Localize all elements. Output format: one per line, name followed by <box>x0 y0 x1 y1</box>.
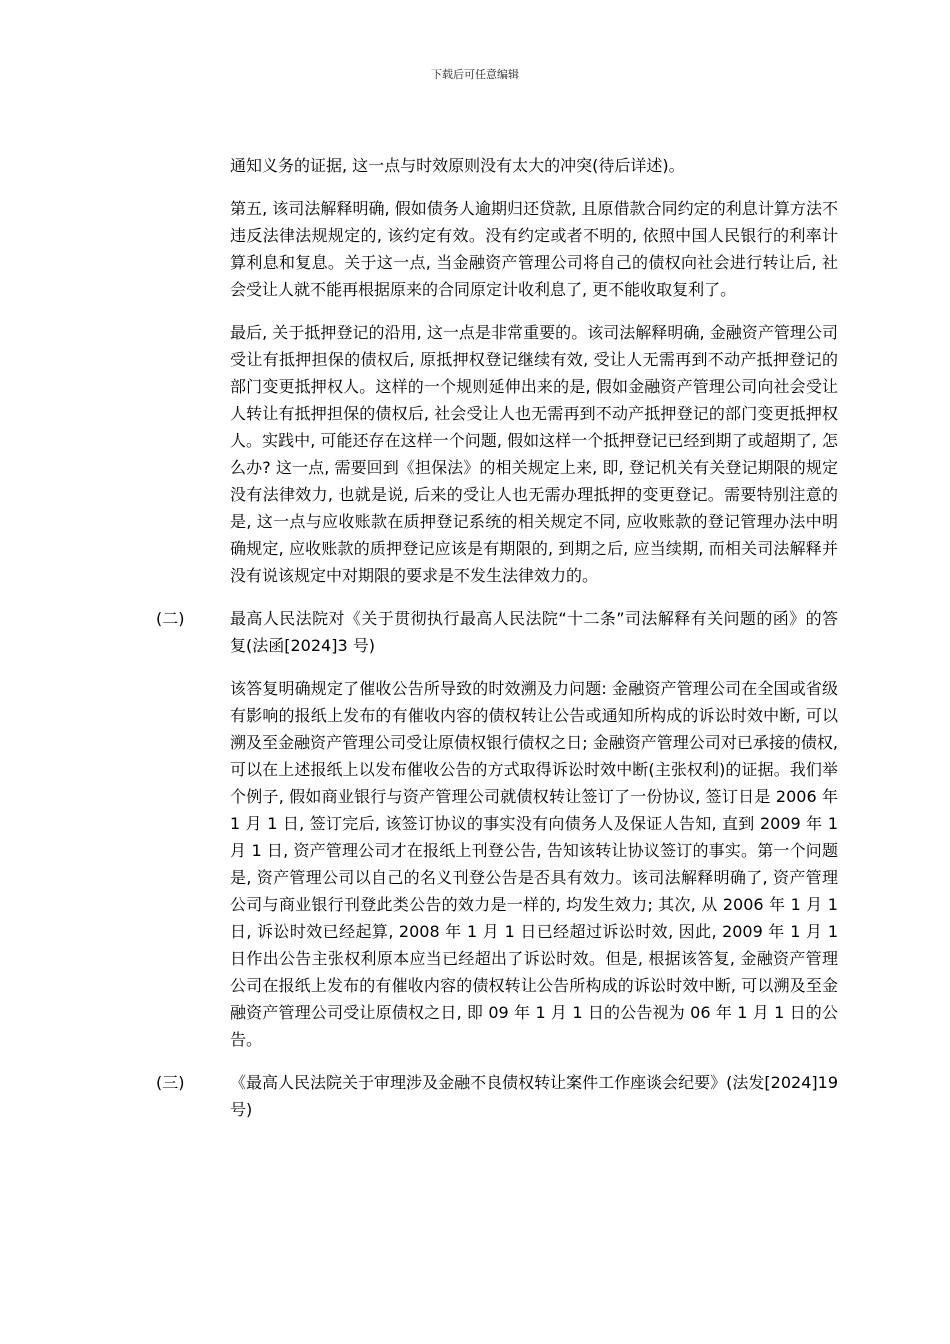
document-body <box>0 152 950 1123</box>
section-2 <box>0 605 950 659</box>
section-2-title: 最高人民法院对《关于贯彻执行最高人民法院“十二条”司法解释有关问题的函》的答复(法函[2024]3 号) <box>230 609 838 655</box>
paragraph-mortgage-registration: 最后, 关于抵押登记的沿用, 这一点是非常重要的。该司法解释明确, 金融资产管理公司受让有抵押担保的债权后, 原抵押权登记继续有效, 受让人无需再到不动产抵押登记的部门变更抵押权人。这样的一个规则延伸出来的是, 假如金融资产管理公司向社会受让人转让有抵押担保的债权后, 社会受让人也无需再到不动产抵押登记的部门变更抵押权人。实践中, 可能还存在这样一个问题, 假如这样一个抵押登记已经到期了或超期了, 怎么办? 这一点, 需要回到《担保法》的相关规定上来, 即, 登记机关有关登记期限的规定没有法律效力, 也就是说, 后来的受让人也无需办理抵押的变更登记。需要特别注意的是, 这一点与应收账款在质押登记系统的相关规定不同, 应收账款的登记管理办法中明确规定, 应收账款的质押登记应该是有期限的, 到期之后, 应当续期, 而相关司法解释并没有说该规定中对期限的要求是不发生法律效力的。 <box>230 323 838 585</box>
paragraph-continuation: 通知义务的证据, 这一点与时效原则没有太大的冲突(待后详述)。 <box>230 156 685 175</box>
section-3 <box>0 1069 950 1123</box>
paragraph-fifth-point: 第五, 该司法解释明确, 假如债务人逾期归还贷款, 且原借款合同约定的利息计算方法不违反法律法规规定的, 该约定有效。没有约定或者不明的, 依照中国人民银行的利率计算利息和复息。关于这一点, 当金融资产管理公司将自己的债权向社会进行转让后, 社会受让人就不能再根据原来的合同原定计收利息了, 更不能收取复利了。 <box>230 199 838 299</box>
section-3-label: (三) <box>156 1073 185 1092</box>
section-3-title: 《最高人民法院关于审理涉及金融不良债权转让案件工作座谈会纪要》(法发[2024]19 号) <box>230 1073 838 1119</box>
section-2-body: 该答复明确规定了催收公告所导致的时效溯及力问题: 金融资产管理公司在全国或省级有影响的报纸上发布的有催收内容的债权转让公告或通知所构成的诉讼时效中断, 可以溯及至金融资产管理公司受让原债权银行债权之日; 金融资产管理公司对已承接的债权, 可以在上述报纸上以发布催收公告的方式取得诉讼时效中断(主张权利)的证据。我们举个例子, 假如商业银行与资产管理公司就债权转让签订了一份协议, 签订日是 2006 年 1 月 1 日, 签订完后, 该签订协议的事实没有向债务人及保证人告知, 直到 2009 年 1 月 1 日, 资产管理公司才在报纸上刊登公告, 告知该转让协议签订的事实。第一个问题是, 资产管理公司以自己的名义刊登公告是否具有效力。该司法解释明确了, 资产管理公司与商业银行刊登此类公告的效力是一样的, 均发生效力; 其次, 从 2006 年 1 月 1 日, 诉讼时效已经起算, 2008 年 1 月 1 日已经超过诉讼时效, 因此, 2009 年 1 月 1 日作出公告主张权利原本应当已经超出了诉讼时效。但是, 根据该答复, 金融资产管理公司在报纸上发布的有催收内容的债权转让公告所构成的诉讼时效中断, 可以溯及至金融资产管理公司受让原债权之日, 即 09 年 1 月 1 日的公告视为 06 年 1 月 1 日的公告。 <box>230 679 838 1049</box>
page-header: 下载后可任意编辑 <box>431 68 519 81</box>
section-2-label: (二) <box>156 609 185 628</box>
